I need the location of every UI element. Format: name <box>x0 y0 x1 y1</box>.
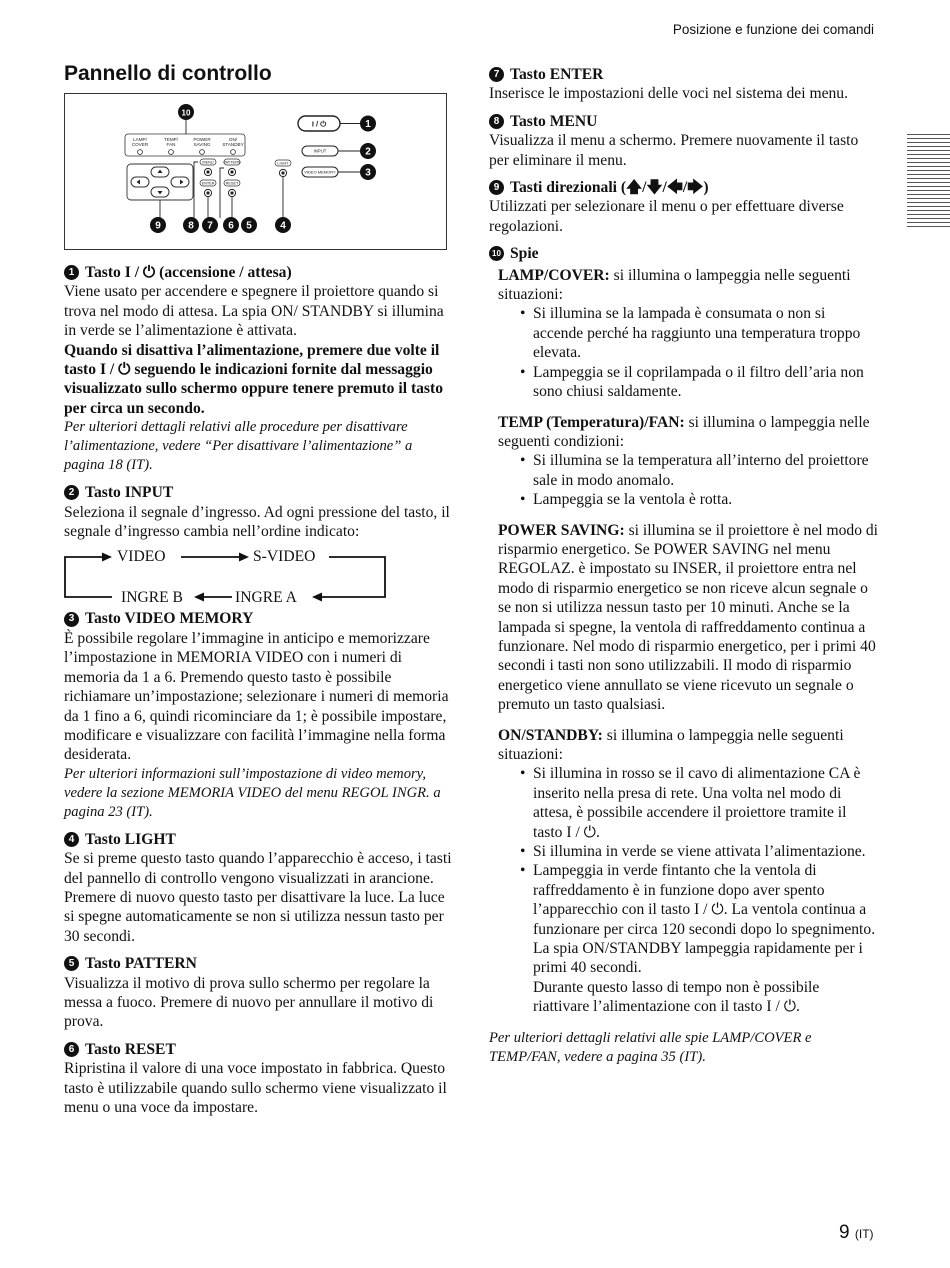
svg-text:PATTERN: PATTERN <box>223 160 241 165</box>
indicator-power-saving <box>489 521 879 715</box>
section-title: Tasto MENU <box>510 112 598 130</box>
section-title: Tasto LIGHT <box>85 830 176 848</box>
page-title: Pannello di controllo <box>64 62 272 85</box>
callout-number: 2 <box>64 485 79 500</box>
section-body: Visualizza il menu a schermo. Premere nuovamente il tasto per eliminare il menu. <box>489 132 859 169</box>
svg-text:VIDEO MEMORY: VIDEO MEMORY <box>304 169 336 175</box>
sequence-step-video: VIDEO <box>117 548 166 566</box>
section-title: Tasto VIDEO MEMORY <box>85 610 254 628</box>
section-input-button <box>64 483 454 607</box>
control-panel-svg <box>65 94 446 249</box>
callout-number: 10 <box>489 246 504 261</box>
indicator-text: si illumina o lampeggia nelle seguenti condizioni: <box>498 413 870 450</box>
svg-text:MENU: MENU <box>202 160 214 165</box>
list-item: • Lampeggia in verde fintanto che la ventola di raffreddamento è in funzione dopo aver spento l’apparecchio con il tasto I / ⏻. La ventola continua a funzionare per circa 120 secondi dopo lo spegnimento. <box>533 861 879 939</box>
svg-text:RESET: RESET <box>225 181 239 186</box>
section-body: Utilizzati per selezionare il menu o per effettuare diverse regolazioni. <box>489 198 844 235</box>
section-title: Spie <box>510 245 539 263</box>
sequence-step-ingre-a: INGRE A <box>235 589 297 607</box>
section-body: Visualizza il motivo di prova sullo schermo per regolare la messa a fuoco. Premere di nuovo per annullare il motivo di prova. <box>64 974 434 1031</box>
bold-instruction: Quando si disattiva l’alimentazione, premere due volte il tasto I / ⏻ seguendo le indicazioni fornite dal messaggio visualizzato sullo schermo oppure tenere premuto il tasto per circa un secondo. <box>64 341 443 417</box>
list-item: • Lampeggia se la ventola è rotta. <box>533 490 879 509</box>
svg-text:STANDBY: STANDBY <box>222 142 244 147</box>
svg-text:2: 2 <box>365 146 371 158</box>
section-body: Ripristina il valore di una voce impostato in fabbrica. Questo tasto è utilizzabile quando sullo schermo viene visualizzato il menu o una voce da impostare. <box>64 1060 447 1116</box>
indicator-label-standby: ON/ <box>228 137 238 142</box>
section-body: Inserisce le impostazioni delle voci nel sistema dei menu. <box>489 85 848 103</box>
indicator-label: POWER SAVING: <box>498 521 625 539</box>
right-column <box>489 65 879 1067</box>
callout-number: 6 <box>64 1042 79 1057</box>
list-item: • Lampeggia se il coprilampada o il filtro dell’aria non sono chiusi saldamente. <box>533 363 879 402</box>
callout-number: 3 <box>64 612 79 627</box>
section-direction-buttons <box>489 178 879 236</box>
running-header: Posizione e funzione dei comandi <box>672 22 874 37</box>
indicator-lamp-cover <box>489 266 879 402</box>
section-light-button <box>64 830 454 946</box>
svg-text:1: 1 <box>365 119 371 130</box>
italic-note: Per ulteriori dettagli relativi alle procedure per disattivare l’alimentazione, vedere “Per disattivare l’alimentazione” a pagina 18 (IT). <box>64 419 413 474</box>
indicator-text: si illumina o lampeggia nelle seguenti situazioni: <box>498 726 844 763</box>
svg-text:10: 10 <box>181 108 191 118</box>
svg-text:SAVING: SAVING <box>193 142 211 147</box>
indicator-label: TEMP (Temperatura)/FAN: <box>498 413 685 431</box>
italic-note: Per ulteriori informazioni sull’impostazione di video memory, vedere la sezione MEMORIA VIDEO del menu REGOL INGR. a pagina 23 (IT). <box>64 765 441 820</box>
svg-text:FAN: FAN <box>166 142 176 147</box>
indicator-label-temp: TEMP/ <box>163 137 179 142</box>
indicator-text: si illumina se il proiettore è nel modo di risparmio energetico. Se POWER SAVING nel menu REGOLAZ. è impostato su INSER, il proiettore entra nel modo di risparmio energetico se non riceve alcun segnale o se non si utilizza nessun tasto per 10 minuti. Anche se la lampada si spegne, la ventola di raffreddamento continua a funzionare. Nel modo di risparmio energetico, per i primi 40 secondi i tasti non sono utilizzabili. Il modo di risparmio energetico viene annullato se viene ricevuto un segnale o premuto un tasto qualsiasi. <box>498 521 879 714</box>
svg-text:5: 5 <box>246 220 252 232</box>
list-item: • Si illumina se la lampada è consumata o non si accende perché ha raggiunto una temperatura troppo elevata. <box>533 304 879 362</box>
svg-text:3: 3 <box>365 167 371 179</box>
svg-text:9: 9 <box>155 220 161 232</box>
standby-extra-2: Durante questo lasso di tempo non è possibile riattivare l’alimentazione con il tasto I / ⏻. <box>533 978 820 1016</box>
page-number-suffix: (IT) <box>854 1227 874 1241</box>
indicator-label: LAMP/COVER: <box>498 266 610 284</box>
indicator-text: si illumina o lampeggia nelle seguenti situazioni: <box>498 266 851 304</box>
sequence-step-svideo: S-VIDEO <box>253 548 316 566</box>
section-body: Se si preme questo tasto quando l’apparecchio è acceso, i tasti del pannello di controllo vengono visualizzati in arancione. <box>64 850 452 887</box>
svg-text:6: 6 <box>228 220 234 232</box>
section-menu-button <box>489 112 879 170</box>
page-number <box>839 1222 874 1244</box>
sequence-step-ingre-b: INGRE B <box>121 589 183 607</box>
section-enter-button <box>489 65 879 104</box>
list-item: • Si illumina in verde se viene attivata l’alimentazione. <box>533 842 879 861</box>
callout-number: 9 <box>489 180 504 195</box>
svg-text:INPUT: INPUT <box>313 148 327 154</box>
callout-number: 1 <box>64 265 79 280</box>
section-title: Tasti direzionali (🡅/🡇/🡄/🡆) <box>510 179 709 197</box>
sequence-arrows <box>64 547 394 607</box>
section-video-memory <box>64 609 454 821</box>
svg-text:LIGHT: LIGHT <box>277 161 289 166</box>
page-number-value: 9 <box>839 1222 850 1243</box>
indicator-temp-fan <box>489 413 879 510</box>
callout-number: 7 <box>489 67 504 82</box>
list-item: • Si illumina in rosso se il cavo di alimentazione CA è inserito nella presa di rete. Una volta nel modo di attesa, è possibile accendere il proiettore tramite il tasto I / ⏻. <box>533 764 879 842</box>
section-body: È possibile regolare l’immagine in anticipo e memorizzare l’impostazione in MEMORIA VIDEO con i numeri di memoria da 1 a 6. Premendo questo tasto è possibile richiamare un’impostazione; selezionare i numeri di memoria da 1 fino a 6, quindi ricominciare da 1; è possibile impostare, modificare e visualizzare con facilità l’immagine nella forma desiderata. <box>64 629 449 764</box>
callout-number: 8 <box>489 114 504 129</box>
control-panel-diagram <box>64 93 447 250</box>
section-tab-marker <box>907 134 950 227</box>
section-reset-button <box>64 1040 454 1118</box>
indicator-label: ON/STANDBY: <box>498 726 603 744</box>
left-column <box>64 263 454 1125</box>
list-item: • Si illumina se la temperatura all’interno del proiettore sale in modo anomalo. <box>533 451 879 490</box>
section-indicators <box>489 244 879 1016</box>
section-title: Tasto I / ⏻ (accensione / attesa) <box>85 264 292 281</box>
standby-extra-1: La spia ON/STANDBY lampeggia rapidamente per i primi 40 secondi. <box>533 940 863 977</box>
callout-number: 5 <box>64 956 79 971</box>
italic-note: Per ulteriori dettagli relativi alle spie LAMP/COVER e TEMP/FAN, vedere a pagina 35 (IT). <box>489 1029 812 1065</box>
svg-text:I / ⏻: I / ⏻ <box>311 119 327 129</box>
indicator-on-standby <box>489 726 879 1017</box>
section-body: Seleziona il segnale d’ingresso. Ad ogni pressione del tasto, il segnale d’ingresso cambia nell’ordine indicato: <box>64 503 450 541</box>
section-body-2: Premere di nuovo questo tasto per disattivare la luce. La luce si spegne automaticamente se non si utilizza nessun tasto per 30 secondi. <box>64 888 445 945</box>
indicator-label-lamp: LAMP/ <box>133 137 147 142</box>
svg-text:8: 8 <box>188 220 194 232</box>
svg-text:COVER: COVER <box>131 142 149 147</box>
svg-text:4: 4 <box>280 220 286 232</box>
section-power-button <box>64 263 454 475</box>
callout-number: 4 <box>64 832 79 847</box>
section-title: Tasto PATTERN <box>85 955 197 973</box>
section-pattern-button <box>64 954 454 1032</box>
svg-text:ENTER: ENTER <box>201 181 215 186</box>
input-sequence-diagram <box>64 547 454 607</box>
section-title: Tasto ENTER <box>510 66 604 83</box>
indicator-label-power: POWER <box>193 137 211 142</box>
section-title: Tasto RESET <box>85 1040 176 1058</box>
section-title: Tasto INPUT <box>85 484 174 502</box>
section-body: Viene usato per accendere e spegnere il proiettore quando si trova nel modo di attesa. La spia ON/ STANDBY si illumina in verde se l’alimentazione è attivata. <box>64 283 444 340</box>
svg-text:7: 7 <box>207 220 213 232</box>
